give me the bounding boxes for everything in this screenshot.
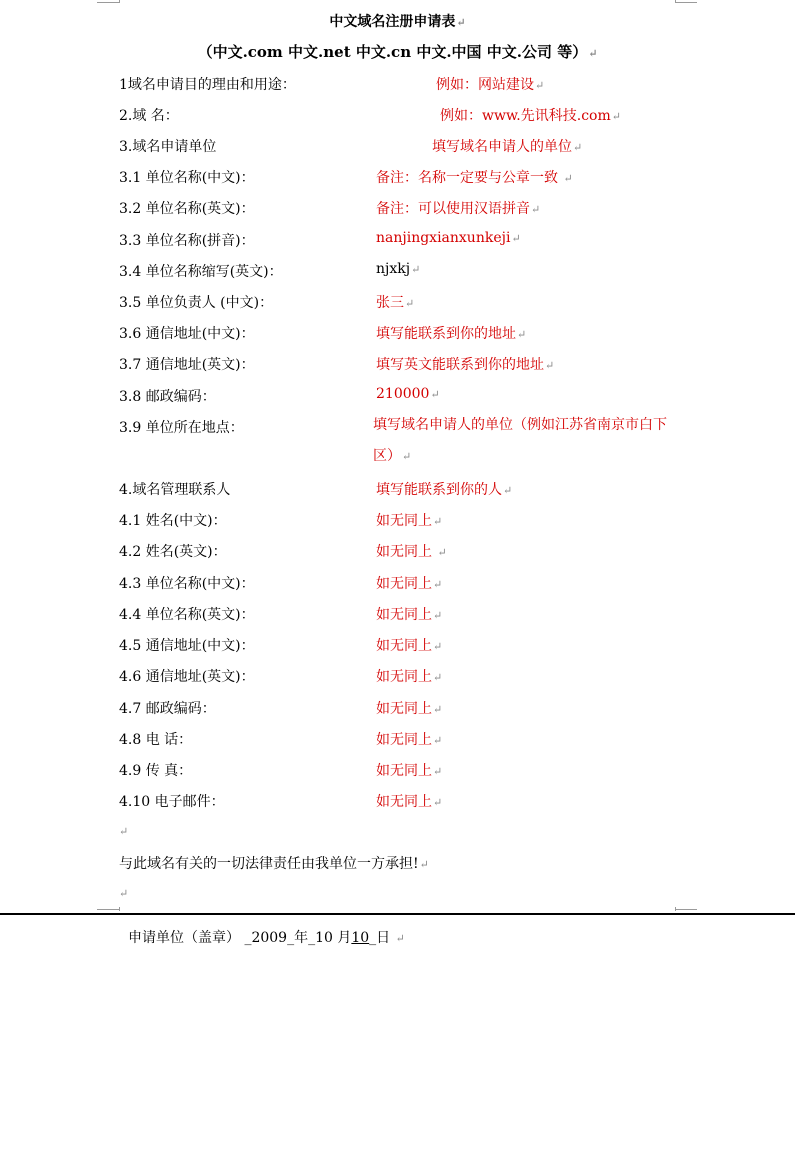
- form-row-address-cn: [119, 323, 709, 345]
- row-label: 3.1 单位名称(中文)：: [119, 170, 255, 186]
- row-label: 3.域名申请单位: [119, 139, 217, 155]
- row-value: 如无同上↵: [376, 701, 443, 717]
- row-label: 4.10 电子邮件：: [119, 794, 225, 810]
- row-value: 张三↵: [376, 295, 415, 311]
- form-row-contact-email: [119, 791, 709, 813]
- form-row-contact-address-en: [119, 666, 709, 688]
- row-label: 3.8 邮政编码：: [119, 389, 216, 405]
- row-value: 如无同上↵: [376, 732, 443, 748]
- form-row-location: [119, 417, 709, 477]
- row-label: 3.7 通信地址(英文)：: [119, 357, 255, 373]
- signature-suffix: _日: [369, 930, 395, 946]
- form-subtitle: （中文.com 中文.net 中文.cn 中文.中国 中文.公司 等）↵: [197, 43, 598, 61]
- row-label: 3.2 单位名称(英文)：: [119, 201, 255, 217]
- row-value: 填写能联系到你的地址↵: [376, 326, 527, 342]
- row-value: njxkj↵: [376, 261, 421, 277]
- form-row-purpose: [119, 74, 709, 96]
- row-label: 4.4 单位名称(英文)：: [119, 607, 255, 623]
- row-label: 4.7 邮政编码：: [119, 701, 216, 717]
- form-row-unit-head: [119, 292, 709, 314]
- margin-corner-top-right-tick: [674, 0, 676, 3]
- row-label: 3.5 单位负责人 (中文)：: [119, 295, 274, 311]
- margin-corner-top-left-tick: [118, 0, 120, 3]
- row-label: 4.2 姓名(英文)：: [119, 544, 227, 560]
- page-break-line: [0, 913, 795, 915]
- row-value: 如无同上↵: [376, 763, 443, 779]
- row-value: 如无同上↵: [376, 607, 443, 623]
- form-title: 中文域名注册申请表↵: [329, 14, 466, 30]
- row-value: 填写域名申请人的单位↵: [432, 139, 583, 155]
- empty-paragraph-mark: ↵: [119, 887, 129, 900]
- row-label: 3.6 通信地址(中文)：: [119, 326, 255, 342]
- row-value: 例如：www.先讯科技.com↵: [440, 108, 621, 124]
- liability-statement: 与此域名有关的一切法律责任由我单位一方承担!↵: [119, 856, 429, 872]
- form-row-postcode: [119, 386, 709, 408]
- row-label: 3.3 单位名称(拼音)：: [119, 233, 255, 249]
- signature-prefix: 申请单位（盖章） _2009_年_10 月: [128, 930, 352, 946]
- signature-day: 10: [351, 930, 370, 946]
- row-label: 4.9 传 真：: [119, 763, 193, 779]
- row-value: 填写域名申请人的单位（例如江苏省南京市白下区）↵: [373, 417, 667, 464]
- row-value: 如无同上↵: [376, 669, 443, 685]
- form-row-contact-name-cn: [119, 510, 709, 532]
- form-row-contact-name-en: [119, 541, 709, 563]
- row-value: 填写能联系到你的人↵: [376, 482, 513, 498]
- row-value: 如无同上↵: [376, 513, 443, 529]
- margin-corner-top-left: [97, 0, 119, 3]
- form-row-applicant: [119, 136, 709, 158]
- margin-corner-bottom-right-tick: [674, 907, 676, 911]
- form-row-contact-unit-cn: [119, 573, 709, 595]
- row-label: 4.1 姓名(中文)：: [119, 513, 227, 529]
- form-row-contact-postcode: [119, 698, 709, 720]
- row-label: 4.5 通信地址(中文)：: [119, 638, 255, 654]
- row-value: 如无同上↵: [376, 794, 443, 810]
- row-label: 4.8 电 话：: [119, 732, 193, 748]
- row-label: 3.9 单位所在地点：: [119, 420, 244, 436]
- form-row-unit-name-cn: [119, 167, 709, 189]
- form-row-unit-abbr: [119, 261, 709, 283]
- form-row-address-en: [119, 354, 709, 376]
- form-row-unit-name-pinyin: [119, 230, 709, 252]
- margin-corner-top-right: [675, 0, 697, 3]
- row-value: 例如：网站建设↵: [436, 77, 545, 93]
- form-row-unit-name-en: [119, 198, 709, 220]
- row-value: 备注：名称一定要与公章一致 ↵: [376, 170, 573, 186]
- row-value: 填写英文能联系到你的地址↵: [376, 357, 555, 373]
- row-label: 4.3 单位名称(中文)：: [119, 576, 255, 592]
- row-value: 如无同上↵: [376, 638, 443, 654]
- row-value: 210000↵: [376, 386, 440, 402]
- form-row-contact-phone: [119, 729, 709, 751]
- margin-corner-bottom-left-tick: [118, 907, 120, 911]
- applicant-signature-line: 申请单位（盖章） _2009_年_10 月10_日 ↵: [128, 930, 405, 946]
- row-value: nanjingxianxunkeji↵: [376, 230, 521, 246]
- row-label: 4.6 通信地址(英文)：: [119, 669, 255, 685]
- row-label: 3.4 单位名称缩写(英文)：: [119, 264, 283, 280]
- row-label: 1域名申请目的理由和用途：: [119, 77, 296, 93]
- row-value: 备注：可以使用汉语拼音↵: [376, 201, 541, 217]
- row-label: 4.域名管理联系人: [119, 482, 231, 498]
- form-row-domain: [119, 105, 709, 127]
- row-value: 如无同上↵: [376, 576, 443, 592]
- row-label: 2.域 名：: [119, 108, 179, 124]
- form-row-contact-address-cn: [119, 635, 709, 657]
- form-row-contact-unit-en: [119, 604, 709, 626]
- form-row-admin-contact: [119, 479, 709, 501]
- row-value: 如无同上 ↵: [376, 544, 447, 560]
- form-row-contact-fax: [119, 760, 709, 782]
- empty-paragraph-mark: ↵: [119, 825, 129, 838]
